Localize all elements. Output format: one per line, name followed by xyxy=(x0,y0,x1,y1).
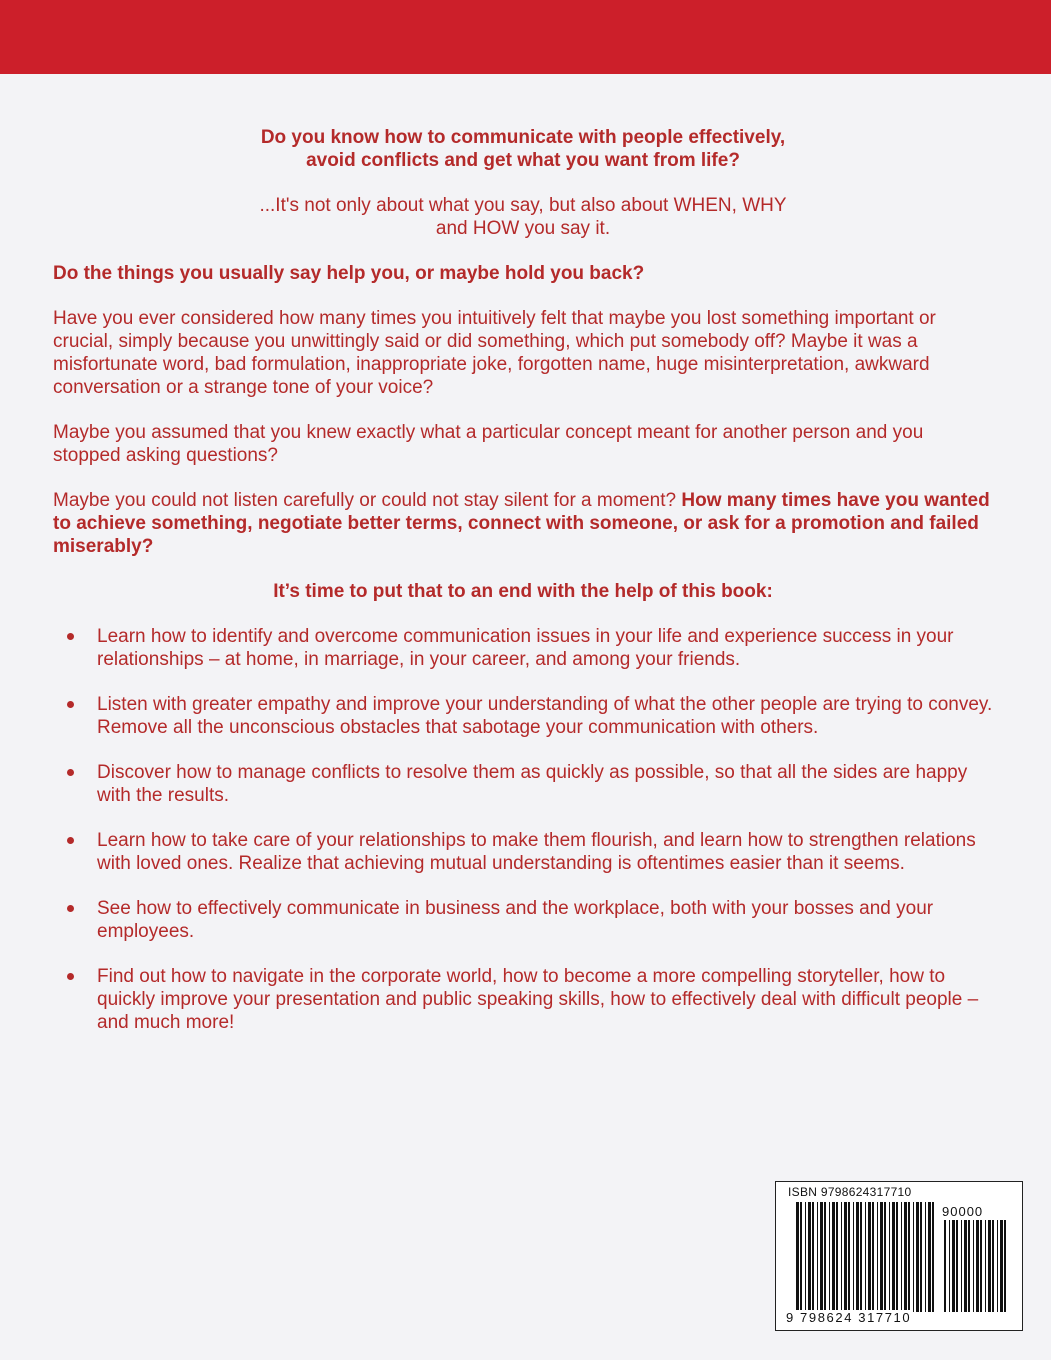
hook-line-2: avoid conflicts and get what you want from life? xyxy=(306,150,740,171)
bullet-dot-icon xyxy=(67,633,74,640)
paragraph-2: Maybe you assumed that you knew exactly what a particular concept meant for another person and you stopped asking questions? xyxy=(53,422,924,466)
paragraph-1: Have you ever considered how many times you intuitively felt that maybe you lost something important or crucial, simply because you unwittingly said or did something, which put somebody off? Maybe it was a misfortunate word, bad formulation, inappropriate joke, forgotten name, huge misinterpretation, awkward conversation or a strange tone of your voice? xyxy=(53,308,936,398)
list-item-text: See how to effectively communicate in business and the workplace, both with your bosses and your employees. xyxy=(97,898,934,942)
list-item xyxy=(53,693,993,739)
list-item-text: Learn how to identify and overcome communication issues in your life and experience success in your relationships – at home, in marriage, in your career, and among your friends. xyxy=(97,626,954,670)
bullet-dot-icon xyxy=(67,701,74,708)
benefit-list xyxy=(53,625,993,1034)
price-code: 90000 xyxy=(942,1204,984,1219)
hook-line-1: Do you know how to communicate with people effectively, xyxy=(260,127,786,148)
paragraph-3-bold: How many times have you wanted to achieve something, negotiate better terms, connect with someone, or ask for a promotion and failed miserably? xyxy=(53,490,990,557)
hook-heading xyxy=(53,126,993,172)
bullet-dot-icon xyxy=(67,769,74,776)
list-item xyxy=(53,897,993,943)
list-item xyxy=(53,761,993,807)
list-item-text: Learn how to take care of your relationships to make them flourish, and learn how to strengthen relations with loved ones. Realize that achieving mutual understanding is oftentimes easier than it seems. xyxy=(97,830,976,874)
bullet-dot-icon xyxy=(67,973,74,980)
call-to-action: It’s time to put that to an end with the help of this book: xyxy=(273,581,773,602)
addon-barcode-icon xyxy=(944,1220,1008,1312)
paragraph-3-normal: Maybe you could not listen carefully or could not stay silent for a moment? xyxy=(53,490,682,511)
subhook-line-2: and HOW you say it. xyxy=(435,218,611,239)
back-cover-text xyxy=(53,126,993,1056)
list-item xyxy=(53,625,993,671)
subhook-line-1: ...It's not only about what you say, but also about WHEN, WHY xyxy=(259,195,787,216)
barcode-digits: 9 798624 317710 xyxy=(786,1310,912,1325)
top-color-band xyxy=(0,0,1051,74)
list-item-text: Discover how to manage conflicts to resolve them as quickly as possible, so that all the sides are happy with the results. xyxy=(97,762,968,806)
paragraph-3 xyxy=(53,489,993,558)
question-heading: Do the things you usually say help you, or maybe hold you back? xyxy=(53,263,645,284)
bullet-dot-icon xyxy=(67,837,74,844)
barcode-bars-icon xyxy=(796,1202,936,1312)
list-item-text: Listen with greater empathy and improve your understanding of what the other people are trying to convey. Remove all the unconscious obstacles that sabotage your communication with others. xyxy=(97,694,993,738)
list-item-text: Find out how to navigate in the corporate world, how to become a more compelling storyteller, how to quickly improve your presentation and public speaking skills, how to effectively deal with difficult people – and much more! xyxy=(97,966,979,1033)
isbn-barcode xyxy=(775,1181,1023,1331)
subhook xyxy=(53,194,993,240)
isbn-label: ISBN 9798624317710 xyxy=(788,1185,912,1199)
list-item xyxy=(53,829,993,875)
bullet-dot-icon xyxy=(67,905,74,912)
list-item xyxy=(53,965,993,1034)
